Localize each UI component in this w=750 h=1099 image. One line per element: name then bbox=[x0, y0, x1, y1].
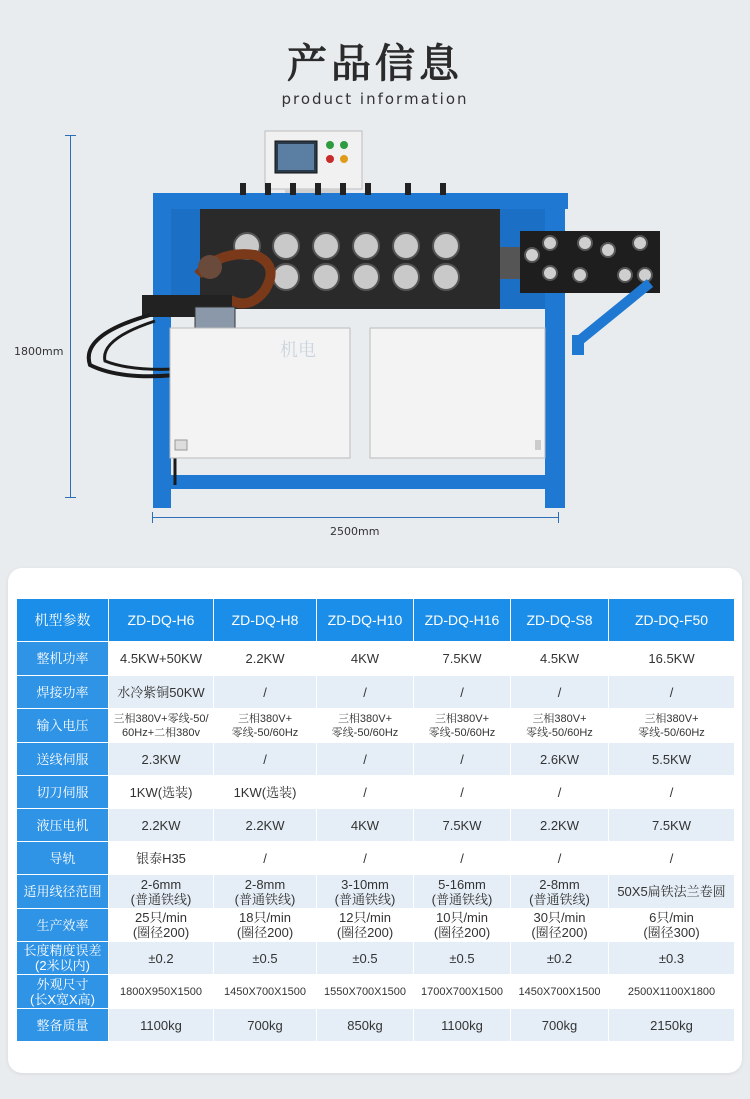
table-cell: / bbox=[317, 842, 414, 875]
table-cell: 2.3KW bbox=[109, 743, 214, 776]
row-label: 适用线径范围 bbox=[17, 875, 109, 909]
table-cell: 1450X700X1500 bbox=[511, 975, 609, 1009]
table-cell-line: 60Hz+二相380v bbox=[122, 726, 200, 739]
table-cell-line: 50X5扁铁法兰卷圆 bbox=[617, 884, 726, 899]
table-row bbox=[17, 1009, 735, 1042]
row-label-line: (长X宽X高) bbox=[29, 991, 95, 1007]
table-row bbox=[17, 942, 735, 975]
table-cell bbox=[511, 709, 609, 743]
table-cell bbox=[214, 709, 317, 743]
table-cell: 1KW(选装) bbox=[214, 776, 317, 809]
table-cell: 700kg bbox=[511, 1009, 609, 1042]
table-cell-line: 零线-50/60Hz bbox=[638, 726, 705, 739]
table-cell-line: 30只/min bbox=[533, 910, 586, 925]
table-cell: 1450X700X1500 bbox=[214, 975, 317, 1009]
table-cell-line: 18只/min bbox=[238, 910, 292, 925]
table-cell-line: (圈径200) bbox=[132, 925, 190, 940]
table-cell: / bbox=[609, 842, 735, 875]
table-cell: 850kg bbox=[317, 1009, 414, 1042]
table-cell bbox=[609, 709, 735, 743]
table-cell bbox=[214, 875, 317, 909]
table-cell-line: 零线-50/60Hz bbox=[231, 726, 299, 739]
table-cell: / bbox=[317, 676, 414, 709]
table-row bbox=[17, 743, 735, 776]
table-cell: 水冷紫铜50KW bbox=[109, 676, 214, 709]
table-cell: 4KW bbox=[317, 809, 414, 842]
table-cell: ±0.2 bbox=[109, 942, 214, 975]
table-cell: 2500X1100X1800 bbox=[609, 975, 735, 1009]
table-cell: / bbox=[414, 776, 511, 809]
table-cell bbox=[414, 909, 511, 942]
table-cell: ±0.5 bbox=[317, 942, 414, 975]
table-cell: 7.5KW bbox=[609, 809, 735, 842]
table-cell-line: 三相380V+ bbox=[237, 712, 293, 725]
width-dimension-label: 2500mm bbox=[330, 525, 380, 538]
table-row bbox=[17, 842, 735, 875]
table-cell: ±0.2 bbox=[511, 942, 609, 975]
table-row bbox=[17, 709, 735, 743]
table-cell: 1550X700X1500 bbox=[317, 975, 414, 1009]
table-cell-line: 12只/min bbox=[338, 910, 392, 925]
spec-table bbox=[16, 598, 735, 1042]
table-cell bbox=[609, 909, 735, 942]
table-cell-line: 零线-50/60Hz bbox=[331, 726, 399, 739]
table-cell: ±0.3 bbox=[609, 942, 735, 975]
table-cell-line: (普通铁线) bbox=[234, 891, 296, 907]
table-cell-line: 三相380V+ bbox=[644, 712, 699, 725]
table-cell: 1KW(选装) bbox=[109, 776, 214, 809]
table-cell: 700kg bbox=[214, 1009, 317, 1042]
row-label: 焊接功率 bbox=[17, 676, 109, 709]
table-cell-line: 零线-50/60Hz bbox=[428, 726, 496, 739]
table-cell-line: 5-16mm bbox=[438, 876, 486, 892]
row-label: 整备质量 bbox=[17, 1009, 109, 1042]
table-cell: 2.2KW bbox=[214, 642, 317, 676]
table-cell-line: 三相380V+ bbox=[337, 712, 393, 725]
table-row bbox=[17, 875, 735, 909]
table-header-row bbox=[17, 599, 735, 642]
column-header: 机型参数 bbox=[17, 599, 109, 642]
table-cell-line: (普通铁线) bbox=[431, 891, 493, 907]
table-cell bbox=[414, 709, 511, 743]
table-row bbox=[17, 776, 735, 809]
table-cell: 2.2KW bbox=[511, 809, 609, 842]
column-header: ZD-DQ-H16 bbox=[414, 599, 511, 642]
table-row bbox=[17, 909, 735, 942]
table-cell: 2150kg bbox=[609, 1009, 735, 1042]
table-cell: 4.5KW+50KW bbox=[109, 642, 214, 676]
table-cell-line: 25只/min bbox=[134, 910, 188, 925]
table-cell: / bbox=[214, 676, 317, 709]
table-cell: 7.5KW bbox=[414, 642, 511, 676]
table-cell: 2.2KW bbox=[214, 809, 317, 842]
table-cell: / bbox=[414, 676, 511, 709]
table-cell: / bbox=[317, 776, 414, 809]
width-dimension-line bbox=[152, 517, 559, 518]
column-header: ZD-DQ-H6 bbox=[109, 599, 214, 642]
page-header bbox=[0, 40, 750, 108]
row-label: 切刀伺服 bbox=[17, 776, 109, 809]
table-cell: / bbox=[214, 743, 317, 776]
table-cell: 5.5KW bbox=[609, 743, 735, 776]
table-cell-line: 2-8mm bbox=[539, 876, 580, 892]
height-dimension-line bbox=[70, 135, 71, 498]
table-cell: 4KW bbox=[317, 642, 414, 676]
wire-ring-machine-image bbox=[80, 125, 680, 510]
table-cell: 1700X700X1500 bbox=[414, 975, 511, 1009]
machine-illustration-area bbox=[0, 125, 750, 545]
table-cell: / bbox=[414, 743, 511, 776]
table-cell: / bbox=[511, 842, 609, 875]
table-cell-line: 10只/min bbox=[435, 910, 489, 925]
table-cell bbox=[214, 909, 317, 942]
table-cell: / bbox=[511, 776, 609, 809]
row-label-line: (2米以内) bbox=[35, 958, 90, 973]
table-cell bbox=[317, 709, 414, 743]
table-cell: 1800X950X1500 bbox=[109, 975, 214, 1009]
table-cell bbox=[414, 875, 511, 909]
table-cell: ±0.5 bbox=[214, 942, 317, 975]
table-cell-line: 6只/min bbox=[649, 910, 694, 925]
row-label-line: 外观尺寸 bbox=[36, 976, 89, 992]
page-subtitle: product information bbox=[281, 90, 469, 108]
table-cell-line: 三相380V+零线-50/ bbox=[113, 712, 209, 725]
table-cell-line: (圈径200) bbox=[336, 925, 394, 940]
table-cell: 16.5KW bbox=[609, 642, 735, 676]
table-cell-line: (普通铁线) bbox=[334, 891, 396, 907]
table-cell-line: 3-10mm bbox=[341, 876, 389, 892]
table-cell bbox=[109, 909, 214, 942]
table-cell: / bbox=[609, 676, 735, 709]
table-cell bbox=[511, 909, 609, 942]
table-cell: / bbox=[317, 743, 414, 776]
table-cell-line: (圈径200) bbox=[531, 925, 588, 940]
table-row bbox=[17, 642, 735, 676]
table-cell bbox=[511, 875, 609, 909]
column-header: ZD-DQ-H10 bbox=[317, 599, 414, 642]
row-label bbox=[17, 975, 109, 1009]
table-cell: 7.5KW bbox=[414, 809, 511, 842]
watermark-text: 机电 bbox=[280, 340, 316, 361]
table-cell-line: 零线-50/60Hz bbox=[526, 726, 593, 739]
table-cell: 2.2KW bbox=[109, 809, 214, 842]
table-cell: / bbox=[414, 842, 511, 875]
table-cell: ±0.5 bbox=[414, 942, 511, 975]
column-header: ZD-DQ-F50 bbox=[609, 599, 735, 642]
table-cell bbox=[317, 875, 414, 909]
table-cell bbox=[317, 909, 414, 942]
table-cell: 4.5KW bbox=[511, 642, 609, 676]
table-cell: / bbox=[511, 676, 609, 709]
table-row bbox=[17, 975, 735, 1009]
row-label: 生产效率 bbox=[17, 909, 109, 942]
table-cell bbox=[109, 709, 214, 743]
row-label: 液压电机 bbox=[17, 809, 109, 842]
table-cell-line: (圈径200) bbox=[433, 925, 491, 940]
table-cell-line: 三相380V+ bbox=[434, 712, 490, 725]
table-cell: 银泰H35 bbox=[109, 842, 214, 875]
table-cell bbox=[109, 875, 214, 909]
table-row bbox=[17, 676, 735, 709]
table-cell-line: 2-6mm bbox=[140, 876, 182, 892]
row-label: 整机功率 bbox=[17, 642, 109, 676]
table-cell-line: 2-8mm bbox=[244, 876, 286, 892]
table-cell bbox=[609, 875, 735, 909]
page-title: 产品信息 bbox=[287, 41, 463, 87]
row-label: 送线伺服 bbox=[17, 743, 109, 776]
table-cell-line: (圈径200) bbox=[236, 925, 294, 940]
height-dimension-label: 1800mm bbox=[14, 345, 64, 358]
column-header: ZD-DQ-S8 bbox=[511, 599, 609, 642]
table-cell: / bbox=[214, 842, 317, 875]
table-cell: 2.6KW bbox=[511, 743, 609, 776]
row-label: 导轨 bbox=[17, 842, 109, 875]
row-label: 输入电压 bbox=[17, 709, 109, 743]
table-cell: 1100kg bbox=[414, 1009, 511, 1042]
table-cell-line: (普通铁线) bbox=[529, 891, 590, 907]
table-cell: / bbox=[609, 776, 735, 809]
table-row bbox=[17, 809, 735, 842]
table-cell: 1100kg bbox=[109, 1009, 214, 1042]
column-header: ZD-DQ-H8 bbox=[214, 599, 317, 642]
table-cell-line: (圈径300) bbox=[643, 925, 700, 940]
spec-table-card bbox=[8, 568, 742, 1073]
table-cell-line: (普通铁线) bbox=[130, 891, 192, 907]
table-cell-line: 三相380V+ bbox=[532, 712, 587, 725]
row-label bbox=[17, 942, 109, 975]
row-label-line: 长度精度误差 bbox=[23, 943, 102, 958]
